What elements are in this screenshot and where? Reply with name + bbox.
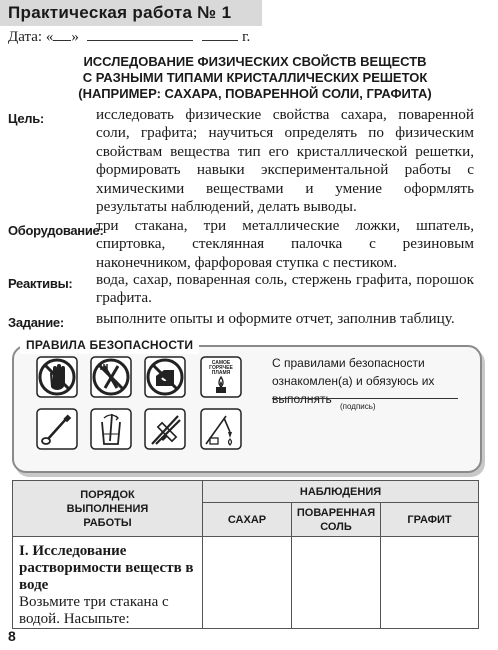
equipment-text: три стакана, три металлические ложки, шпатель, спиртовка, стеклянная палочка с резиновым наконечником, фарфоровая ступка с пестиком. xyxy=(96,217,474,271)
date-month-blank xyxy=(87,28,193,41)
no-tasting-icon xyxy=(144,356,186,398)
date-year-suffix: г. xyxy=(242,29,251,45)
heating-flask-icon xyxy=(200,408,242,450)
table-cell-sugar[interactable] xyxy=(203,537,292,629)
date-label: Дата: « xyxy=(8,29,54,45)
safety-title-wrap xyxy=(20,336,199,354)
column-header-order: ПОРЯДОК ВЫПОЛНЕНИЯ РАБОТЫ xyxy=(13,481,203,537)
stirring-glass-icon xyxy=(90,408,132,450)
observations-table xyxy=(12,480,479,629)
flame-label-3: ПЛАМЯ xyxy=(211,370,231,376)
procedure-step-title: I. Исследование растворимости веществ в воде xyxy=(19,543,194,593)
heading-line: ИССЛЕДОВАНИЕ ФИЗИЧЕСКИХ СВОЙСТВ ВЕЩЕСТВ xyxy=(83,54,427,69)
signature-line xyxy=(272,398,458,399)
page-number: 8 xyxy=(8,628,16,644)
task-label: Задание: xyxy=(8,315,64,330)
safety-title: ПРАВИЛА БЕЗОПАСНОСТИ xyxy=(26,338,194,352)
task-text: выполните опыты и оформите отчет, заполнив таблицу. xyxy=(96,310,455,327)
heading-line: (НАПРИМЕР: САХАРА, ПОВАРЕННОЙ СОЛИ, ГРАФИТА) xyxy=(78,86,432,101)
table-cell-procedure xyxy=(13,537,203,629)
date-day-blank xyxy=(53,28,71,41)
goal-label: Цель: xyxy=(8,111,44,126)
heading-line: С РАЗНЫМИ ТИПАМИ КРИСТАЛЛИЧЕСКИХ РЕШЕТОК xyxy=(82,70,428,85)
no-touch-icon xyxy=(36,356,78,398)
reagents-label: Реактивы: xyxy=(8,276,73,291)
no-eating-icon xyxy=(90,356,132,398)
table-cell-salt[interactable] xyxy=(292,537,381,629)
spatula-icon xyxy=(36,408,78,450)
date-close: » xyxy=(71,29,79,45)
page-title: Практическая работа № 1 xyxy=(8,3,232,22)
date-line xyxy=(8,28,250,46)
column-header-observations: НАБЛЮДЕНИЯ xyxy=(203,481,479,503)
equipment-label: Оборудование: xyxy=(8,223,104,238)
work-heading xyxy=(36,54,474,102)
hottest-flame-icon xyxy=(200,356,242,398)
column-header-graphite: ГРАФИТ xyxy=(381,503,479,537)
flame-label-2: ГОРЯЧЕЕ xyxy=(209,365,233,371)
table-cell-graphite[interactable] xyxy=(381,537,479,629)
procedure-step-text: Возьмите три стакана с водой. Насыпьте: xyxy=(19,594,169,627)
signature-caption: (подпись) xyxy=(340,402,376,411)
column-header-sugar: САХАР xyxy=(203,503,292,537)
column-header-salt: ПОВАРЕННАЯ СОЛЬ xyxy=(292,503,381,537)
date-year-blank xyxy=(202,28,238,41)
safety-acknowledgement: С правилами безопасности ознакомлен(а) и обязуюсь их выполнять xyxy=(272,356,435,406)
goal-text: исследовать физические свойства сахара, поваренной соли, графита; научиться определять по физическим свойствам вещества тип его кристаллической решетки, формировать навыки экспериментальной работы с химическими веществами и умение оформлять результаты наблюдений, делать выводы. xyxy=(96,106,474,216)
test-tube-in-holder-icon xyxy=(144,408,186,450)
reagents-text: вода, сахар, поваренная соль, стержень графита, порошок графита. xyxy=(96,271,474,307)
flame-label-1: САМОЕ xyxy=(211,360,231,366)
